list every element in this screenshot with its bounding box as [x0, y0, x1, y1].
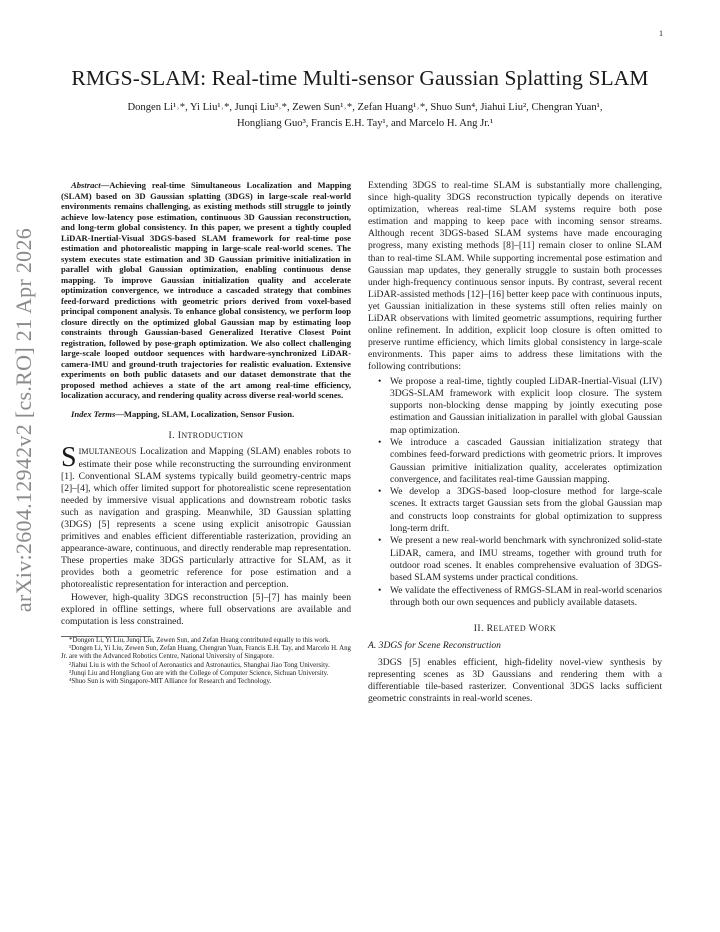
footnote: ⁴Shuo Sun is with Singapore-MIT Alliance for Research and Technology.	[69, 678, 272, 686]
right-column	[368, 180, 662, 705]
intro-paragraph-2: However, high-quality 3DGS reconstruction [5]–[7] has mainly been explored in offline settings, where full observations are available and computation is less constrained.	[61, 591, 351, 627]
list-item: • We validate the effectiveness of RMGS-SLAM in real-world scenarios through both our own sequences and publicly available datasets.	[390, 585, 662, 610]
section-heading-introduction	[61, 430, 351, 441]
paper-title: RMGS-SLAM: Real-time Multi-sensor Gaussian Splatting SLAM	[71, 66, 649, 90]
intro-lead-smallcaps: IMULTANEOUS	[78, 447, 137, 457]
list-item: • We present a new real-world benchmark with synchronized solid-state LiDAR, camera, and IMU streams, together with ground truth for outdoor road scenes. It enables comprehensive evaluation of 3DGS-based SLAM systems under practical conditions.	[390, 535, 662, 584]
index-terms-label: Index Terms	[71, 408, 116, 419]
index-terms	[61, 409, 351, 420]
section-title-rest: ORK	[538, 624, 557, 634]
intro-paragraph-1	[61, 442, 351, 591]
arxiv-watermark	[8, 180, 40, 660]
footnote: *Dongen Li, Yi Liu, Junqi Liu, Zewen Sun, and Zefan Huang contributed equally to this work.	[69, 636, 331, 644]
section-title-initial: R	[486, 623, 494, 635]
contributions-list	[368, 376, 662, 610]
section-number: II.	[473, 623, 484, 635]
author-list	[60, 100, 670, 131]
section-title-initial: I	[177, 430, 182, 441]
section-title-rest: ELATED	[493, 624, 527, 634]
footnotes	[61, 637, 351, 687]
left-column	[61, 180, 351, 687]
subsection-heading: A. 3DGS for Scene Reconstruction	[368, 640, 501, 652]
list-item: • We propose a real-time, tightly coupled LiDAR-Inertial-Visual (LIV) 3DGS-SLAM framework with explicit loop closure. The system supports non-blocking dense mapping by jointly executing pose estimation and Gaussian initialization in parallel with global Gaussian map optimization.	[390, 376, 662, 437]
arxiv-id: arXiv:2604.12942v2 [cs.RO] 21 Apr 2026	[11, 227, 36, 613]
intro-text-1: Localization and Mapping (SLAM) enables robots to estimate their pose while reconstructing the surrounding environment [1]. Conventional SLAM systems typically build geometry-centric maps [2]–[4], which offer limited support for photorealistic scene representation needed by immersive visual applications and downstream robotic tasks such as navigation and grasping. Meanwhile, 3D Gaussian splatting (3DGS) [5] represents a scene using explicit anisotropic Gaussian primitives and enables efficient differentiable rasterization, providing an appearance-aware, continuous, and directly renderable map representation. These properties make 3DGS particularly attractive for SLAM, as it provides both a geometric reference for pose estimation and a photorealistic representation for interaction and perception.	[61, 446, 351, 591]
right-paragraph-1: Extending 3DGS to real-time SLAM is substantially more challenging, since high-quality 3DGS reconstruction typically depends on iterative optimization, whereas real-time SLAM systems require both pose estimation and mapping to keep pace with incoming sensor streams. Although recent 3DGS-based SLAM systems have made encouraging progress, many existing methods [8]–[11] remain closer to online SLAM than to real-time SLAM. While supporting incremental pose estimation and Gaussian map updates, they generally struggle to sustain both processes under high-frequency continuous sensor inputs. By contrast, several recent LiDAR-assisted methods [12]–[16] better keep pace with continuous inputs, yet Gaussian initialization in these systems still often relies mainly on LiDAR observations with limited geometric assumptions, requiring further online refinement. In addition, explicit loop closure is often omitted to preserve runtime efficiency, which limits global consistency in large-scale environments. This paper aims to address these limitations with the following contributions:	[368, 180, 662, 373]
authors-line-1: Dongen Li¹˒*, Yi Liu¹˒*, Junqi Liu³˒*, Zewen Sun¹˒*, Zefan Huang¹˒*, Shuo Sun⁴, Jiahui Liu², Chengran Yuan¹,	[127, 102, 603, 113]
abstract	[61, 180, 351, 401]
related-paragraph-1: 3DGS [5] enables efficient, high-fidelity novel-view synthesis by representing scenes as 3D Gaussians and rendering them with a differentiable tile-based rasterizer. Conventional 3DGS lacks sufficient geometric constraints in real-world scenes.	[368, 656, 662, 705]
footnote: ¹Dongen Li, Yi Liu, Zewen Sun, Zefan Huang, Chengran Yuan, Francis E.H. Tay, and Marcelo H. Ang Jr. are with the Advanced Robotics Centre, National University of Singapore.	[61, 645, 351, 661]
index-terms-text: —Mapping, SLAM, Localization, Sensor Fusion.	[115, 408, 295, 419]
page-number: 1	[659, 29, 663, 38]
section-heading-related-work	[368, 623, 662, 635]
footnote: ²Jiahui Liu is with the School of Aeronautics and Astronautics, Shanghai Jiao Tong University.	[69, 661, 330, 669]
footnote: ³Junqi Liu and Hongliang Guo are with the College of Computer Science, Sichuan University.	[69, 670, 329, 677]
section-number: I.	[168, 430, 175, 441]
list-item: • We introduce a cascaded Gaussian initialization strategy that combines feed-forward predictions with geometric priors. It improves Gaussian primitive initialization quality, accelerates optimization convergence, and facilitates real-time Gaussian mapping.	[390, 437, 662, 486]
drop-cap: S	[61, 442, 77, 474]
abstract-label: Abstract	[71, 180, 101, 190]
authors-line-2: Hongliang Guo³, Francis E.H. Tay¹, and Marcelo H. Ang Jr.¹	[236, 117, 494, 129]
section-title-rest: NTRODUCTION	[181, 431, 244, 440]
list-item: • We develop a 3DGS-based loop-closure method for large-scale scenes. It extracts target Gaussian sets from the global Gaussian map and constructs loop constraints for global optimization to suppress long-term drift.	[390, 486, 662, 535]
abstract-text: —Achieving real-time Simultaneous Localization and Mapping (SLAM) based on 3D Gaussian splatting (3DGS) in large-scale real-world environments remains challenging, as existing methods still struggle to jointly achieve low-latency pose estimation, continuous 3D Gaussian reconstruction, and long-term global consistency. In this paper, we present a tightly coupled LiDAR-Inertial-Visual 3DGS-based SLAM framework for real-time pose estimation and photorealistic mapping in large-scale real-world scenes. The system executes state estimation and 3D Gaussian primitive initialization in parallel with global Gaussian optimization, enabling continuous dense mapping. To improve Gaussian initialization quality and accelerate optimization convergence, we introduce a cascaded strategy that combines feed-forward predictions with geometric priors derived from voxel-based principal component analysis. To enhance global consistency, we perform loop closure directly on the optimized global Gaussian map by estimating loop constraints through Gaussian-based Generalized Iterative Closest Point registration, followed by pose-graph optimization. We also collect challenging large-scale looped outdoor sequences with hardware-synchronized LiDAR-camera-IMU and ground-truth trajectories for realistic evaluation. Extensive experiments on both public datasets and our dataset demonstrate that the proposed method achieves a state of the art among real-time efficiency, localization accuracy, and rendering quality across diverse real-world scenes.	[61, 180, 351, 400]
section-title-initial: W	[528, 623, 539, 635]
